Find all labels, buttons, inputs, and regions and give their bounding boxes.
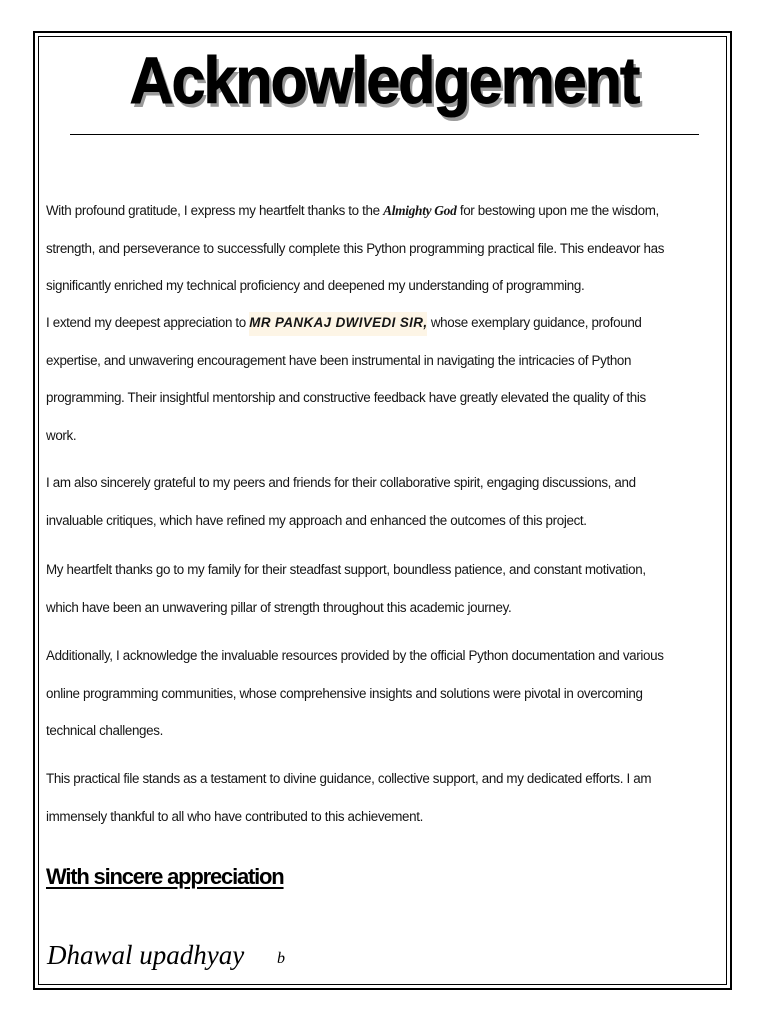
paragraph-mentor: [46, 304, 734, 454]
text-line: My heartfelt thanks go to my family for their steadfast support, boundless patience, and constant motivation,: [46, 562, 646, 577]
text-line: online programming communities, whose comprehensive insights and solutions were pivotal in overcoming: [46, 685, 643, 701]
text-run: whose exemplary guidance, profound: [427, 315, 642, 330]
paragraph-gratitude: [46, 192, 734, 305]
signature-mark: b: [277, 950, 285, 967]
page-title: Acknowledgement: [129, 43, 639, 117]
mentor-name-highlight: MR PANKAJ DWIVEDI SIR,: [249, 312, 427, 336]
paragraph-peers: [46, 464, 734, 539]
paragraph-testament: [46, 760, 734, 835]
paragraph-family: [46, 551, 734, 626]
signature-name: Dhawal upadhyay: [47, 940, 245, 970]
text-line: expertise, and unwavering encouragement have been instrumental in navigating the intricacies of Python: [46, 352, 632, 368]
text-line: I am also sincerely grateful to my peers and friends for their collaborative spirit, engaging discussions, and: [46, 475, 636, 490]
text-line: significantly enriched my technical proficiency and deepened my understanding of programming.: [46, 278, 585, 293]
text-line: programming. Their insightful mentorship and constructive feedback have greatly elevated the quality of this: [46, 390, 646, 405]
text-run: for bestowing upon me the wisdom,: [456, 203, 659, 218]
text-line: strength, and perseverance to successfully complete this Python programming practical file. This endeavor has: [46, 240, 665, 256]
text-run: With profound gratitude, I express my heartfelt thanks to the: [46, 203, 384, 218]
text-line: [46, 304, 734, 342]
text-line: work.: [46, 427, 77, 443]
text-line: [46, 192, 734, 230]
paragraph-resources: [46, 637, 734, 750]
text-line: Additionally, I acknowledge the invaluable resources provided by the official Python documentation and various: [46, 648, 664, 663]
text-line: which have been an unwavering pillar of strength throughout this academic journey.: [46, 599, 512, 615]
closing-line: With sincere appreciation: [46, 864, 284, 889]
text-line: This practical file stands as a testament to divine guidance, collective support, and my dedicated efforts. I am: [46, 771, 652, 786]
text-run: I extend my deepest appreciation to: [46, 315, 250, 330]
text-line: technical challenges.: [46, 723, 163, 738]
text-line: immensely thankful to all who have contributed to this achievement.: [46, 808, 423, 824]
title-underline-rule: [70, 134, 699, 135]
almighty-god-emphasis: Almighty God: [383, 203, 457, 218]
text-line: invaluable critiques, which have refined my approach and enhanced the outcomes of this project.: [46, 512, 587, 528]
